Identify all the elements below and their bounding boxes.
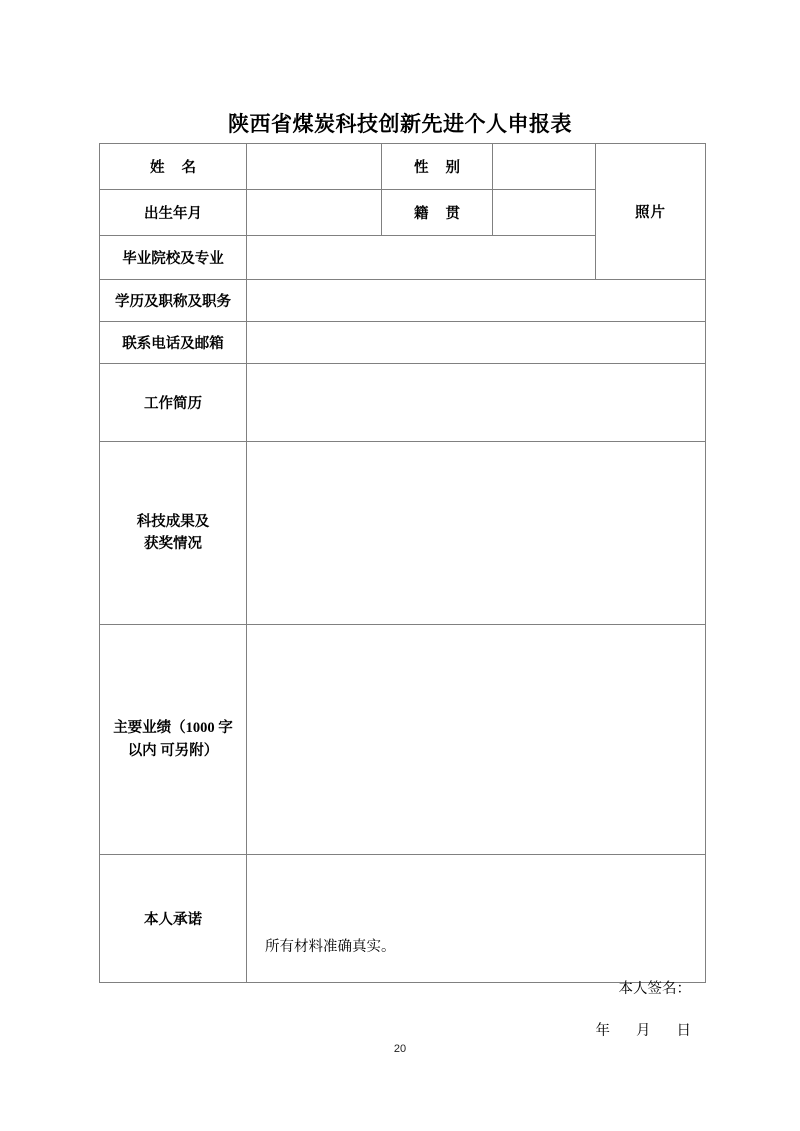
field-gender-value[interactable] [493,144,596,190]
page-number: 20 [393,1043,407,1055]
table-row-work-history [100,364,706,442]
date-day-label: 日 [676,1022,691,1039]
field-education-title-value[interactable] [247,280,706,322]
label-performance [100,625,247,855]
date-line [596,1019,692,1040]
field-birth-date-value[interactable] [247,190,382,236]
field-school-major-value[interactable] [247,236,596,280]
table-row-name [100,144,706,190]
label-achievements [100,442,247,625]
label-work-history: 工作简历 [100,364,247,442]
label-contact: 联系电话及邮箱 [100,322,247,364]
field-contact-value[interactable] [247,322,706,364]
table-row-contact [100,322,706,364]
label-performance-line1: 主要业绩（1000 字 [113,720,233,737]
table-row-commitment [100,855,706,983]
label-name-char1: 姓 [150,160,165,176]
field-native-place-value[interactable] [493,190,596,236]
label-name [100,144,247,190]
commitment-content-cell[interactable] [247,855,706,1039]
label-native-place-char2: 贯 [445,206,460,222]
label-birth-date: 出生年月 [100,190,247,236]
label-achievements-line2: 获奖情况 [144,536,202,552]
label-gender-char2: 别 [445,160,460,176]
signature-label: 本人签名： [618,980,691,997]
page-title: 陕西省煤炭科技创新先进个人申报表 [228,112,572,136]
label-school-major: 毕业院校及专业 [100,236,247,280]
date-year-label: 年 [595,1022,610,1039]
label-name-char2: 名 [181,160,196,176]
table-row-performance [100,625,706,855]
date-month-label: 月 [636,1022,651,1039]
label-performance-line2: 以内 可另附） [127,742,219,759]
label-achievements-line1: 科技成果及 [136,513,210,530]
label-gender-char1: 性 [414,160,429,176]
field-work-history-value[interactable] [247,364,706,442]
field-name-value[interactable] [247,144,382,190]
label-gender [382,144,493,190]
label-education-title: 学历及职称及职务 [100,280,247,322]
label-commitment: 本人承诺 [100,855,247,983]
field-achievements-value[interactable] [247,442,706,625]
label-native-place-char1: 籍 [414,206,429,222]
table-row-achievements [100,442,706,625]
application-form-table [99,143,706,1039]
label-native-place [382,190,493,236]
photo-placeholder: 照片 [596,144,706,280]
commitment-statement: 所有材料准确真实。 [265,938,396,955]
field-performance-value[interactable] [247,625,706,855]
table-row-education-title [100,280,706,322]
